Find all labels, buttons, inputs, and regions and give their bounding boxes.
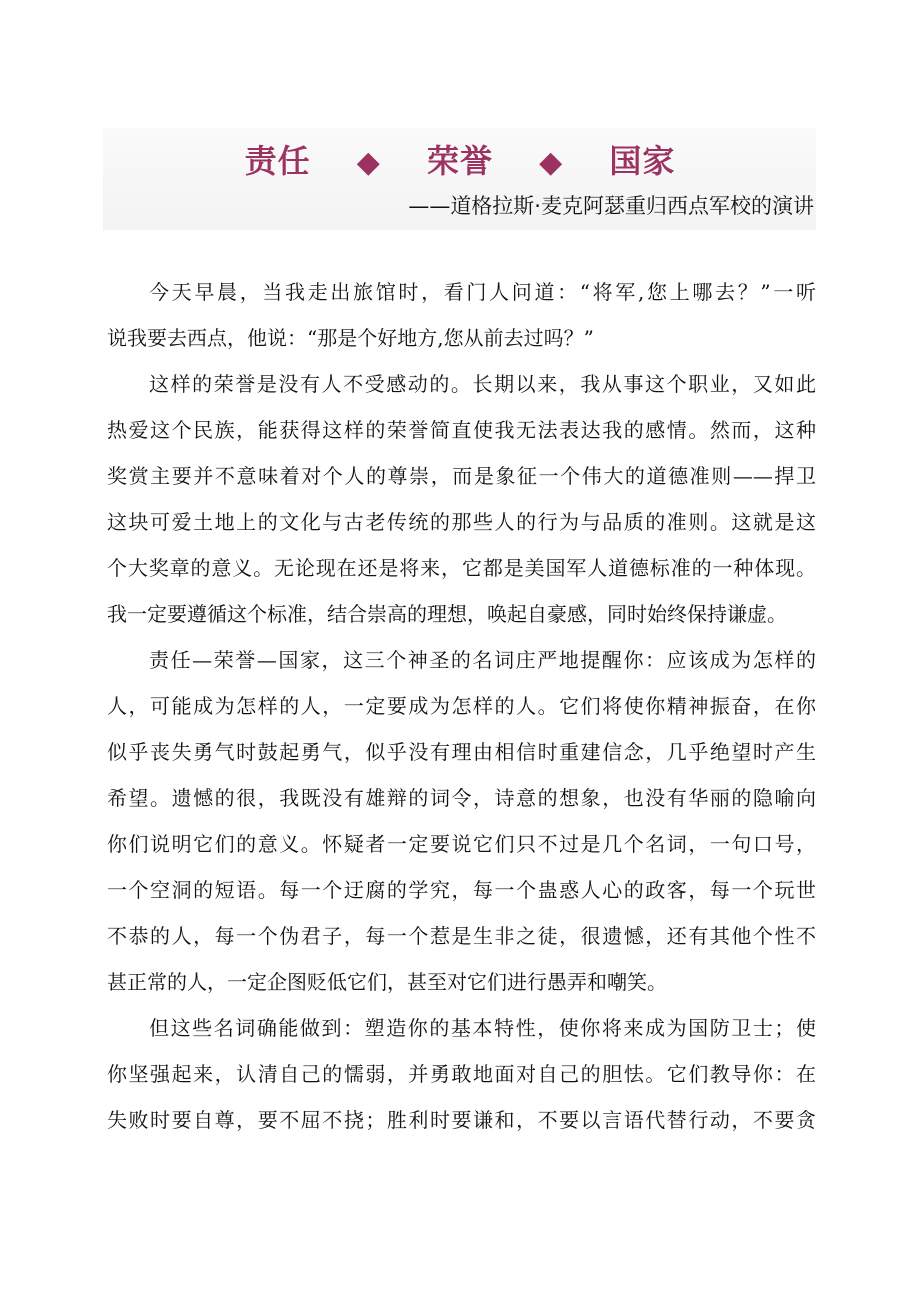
paragraph-line: 这块可爱土地上的文化与古老传统的那些人的行为与品质的准则。这就是这 — [107, 510, 816, 534]
paragraph-line: 似乎丧失勇气时鼓起勇气，似乎没有理由相信时重建信念，几乎绝望时产生 — [107, 740, 816, 764]
document-body — [107, 272, 816, 1146]
paragraph-line: 甚正常的人，一定企图贬低它们，甚至对它们进行愚弄和嘲笑。 — [107, 970, 667, 994]
title-word-duty: 责任 — [244, 142, 311, 180]
paragraph-line: 热爱这个民族，能获得这样的荣誉简直使我无法表达我的感情。然而，这种 — [107, 418, 816, 442]
paragraph-line: 我一定要遵循这个标准，结合崇高的理想，唤起自豪感，同时始终保持谦虚。 — [107, 602, 787, 626]
paragraph — [107, 1008, 816, 1146]
paragraph-line: 但这些名词确能做到：塑造你的基本特性，使你将来成为国防卫士；使 — [149, 1016, 816, 1040]
paragraph-line: 一个空洞的短语。每一个迂腐的学究，每一个蛊惑人心的政客，每一个玩世 — [107, 878, 816, 902]
paragraph — [107, 364, 816, 640]
diamond-icon: ◆ — [539, 145, 564, 180]
paragraph-line: 个大奖章的意义。无论现在还是将来，它都是美国军人道德标准的一种体现。 — [107, 556, 816, 580]
document-title — [0, 136, 920, 182]
paragraph — [107, 640, 816, 1008]
paragraph-line: 责任—荣誉—国家，这三个神圣的名词庄严地提醒你：应该成为怎样的 — [149, 648, 816, 672]
paragraph-line: 说我要去西点，他说：“那是个好地方,您从前去过吗？” — [107, 326, 594, 350]
diamond-icon: ◆ — [356, 145, 381, 180]
paragraph-line: 希望。遗憾的很，我既没有雄辩的词令，诗意的想象，也没有华丽的隐喻向 — [107, 786, 816, 810]
paragraph-line: 你坚强起来，认清自己的懦弱，并勇敢地面对自己的胆怯。它们教导你：在 — [107, 1062, 816, 1086]
paragraph-line: 奖赏主要并不意味着对个人的尊崇，而是象征一个伟大的道德准则——捍卫 — [107, 464, 816, 488]
paragraph-line: 不恭的人，每一个伪君子，每一个惹是生非之徒，很遗憾，还有其他个性不 — [107, 924, 816, 948]
document-subtitle: ——道格拉斯·麦克阿瑟重归西点军校的演讲 — [408, 194, 814, 218]
paragraph-line: 你们说明它们的意义。怀疑者一定要说它们只不过是几个名词，一句口号， — [107, 832, 816, 856]
paragraph — [107, 272, 816, 364]
paragraph-line: 失败时要自尊，要不屈不挠；胜利时要谦和，不要以言语代替行动，不要贪 — [107, 1108, 816, 1132]
title-word-honor: 荣誉 — [426, 142, 493, 180]
paragraph-line: 这样的荣誉是没有人不受感动的。长期以来，我从事这个职业，又如此 — [149, 372, 816, 396]
paragraph-line: 人，可能成为怎样的人，一定要成为怎样的人。它们将使你精神振奋，在你 — [107, 694, 816, 718]
paragraph-line: 今天早晨，当我走出旅馆时，看门人问道：“将军,您上哪去？”一听 — [149, 280, 816, 304]
title-word-country: 国家 — [609, 142, 676, 180]
